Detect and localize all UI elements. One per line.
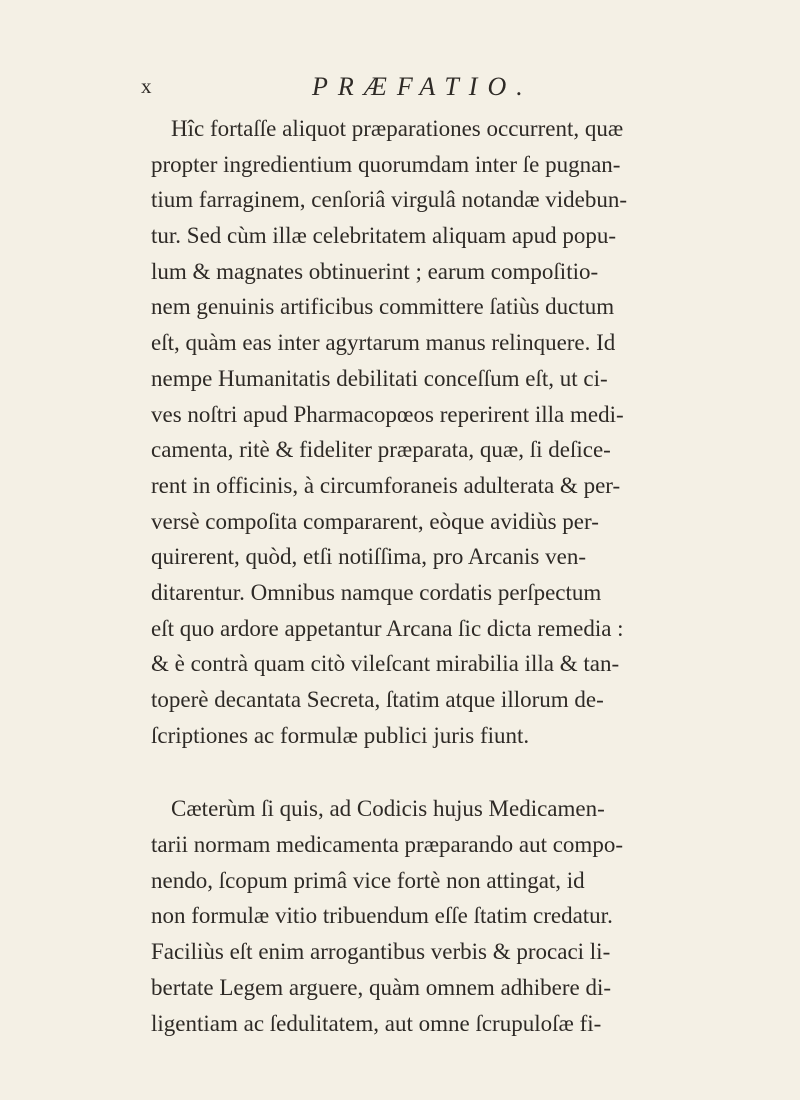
text-line: quirerent, quòd, etſi notiſſima, pro Arcanis ven- [151,544,586,570]
page-number: x [141,74,153,98]
text-line: propter ingredientium quorumdam inter ſe pugnan- [151,151,621,177]
text-line: & è contrà quam citò vileſcant mirabilia illa & tan- [151,651,620,677]
text-line: ves noſtri apud Pharmacopœos reperirent illa medi- [151,401,624,427]
text-line: toperè decantata Secreta, ſtatim atque illorum de- [151,687,604,712]
text-line: ſcriptiones ac formulæ publici juris fiunt. [151,722,530,748]
text-line: ditarentur. Omnibus namque cordatis perſpectum [151,579,602,605]
page-header [0,72,800,106]
text-line: tarii normam medicamenta præparando aut compo- [151,832,623,858]
body-text [151,111,761,1041]
paragraph [151,791,761,1041]
text-line: nendo, ſcopum primâ vice fortè non attingat, id [151,867,585,893]
text-line: camenta, ritè & fideliter præparata, quæ, ſi deſice- [151,437,611,463]
text-line: nempe Humanitatis debilitati conceſſum eſt, ut ci- [151,365,608,391]
text-line: Hîc fortaſſe aliquot præparationes occurrent, quæ [171,116,624,141]
text-line: Faciliùs eſt enim arrogantibus verbis & procaci li- [151,939,611,965]
text-line: eſt quo ardore appetantur Arcana ſic dicta remedia : [151,615,624,641]
text-line: rent in officinis, à circumforaneis adulterata & per- [151,472,621,498]
paragraph-gap [151,753,761,791]
text-line: tium farraginem, cenſoriâ virgulâ notandæ videbun- [151,187,628,213]
running-title: PRÆFATIO. [312,72,533,101]
text-line: bertate Legem arguere, quàm omnem adhibere di- [151,974,612,1000]
text-line: versè compoſita compararent, eòque avidiùs per- [151,508,599,534]
text-line: ligentiam ac ſedulitatem, aut omne ſcrupuloſæ fi- [151,1010,602,1036]
paragraph [151,111,761,753]
text-line: Cæterùm ſi quis, ad Codicis hujus Medicamen- [171,796,605,822]
text-line: lum & magnates obtinuerint ; earum compoſitio- [151,258,599,284]
text-line: tur. Sed cùm illæ celebritatem aliquam apud popu- [151,223,616,249]
text-line: non formulæ vitio tribuendum eſſe ſtatim credatur. [151,903,613,929]
text-line: nem genuinis artificibus committere ſatiùs ductum [151,294,615,320]
text-line: eſt, quàm eas inter agyrtarum manus relinquere. Id [151,330,616,356]
